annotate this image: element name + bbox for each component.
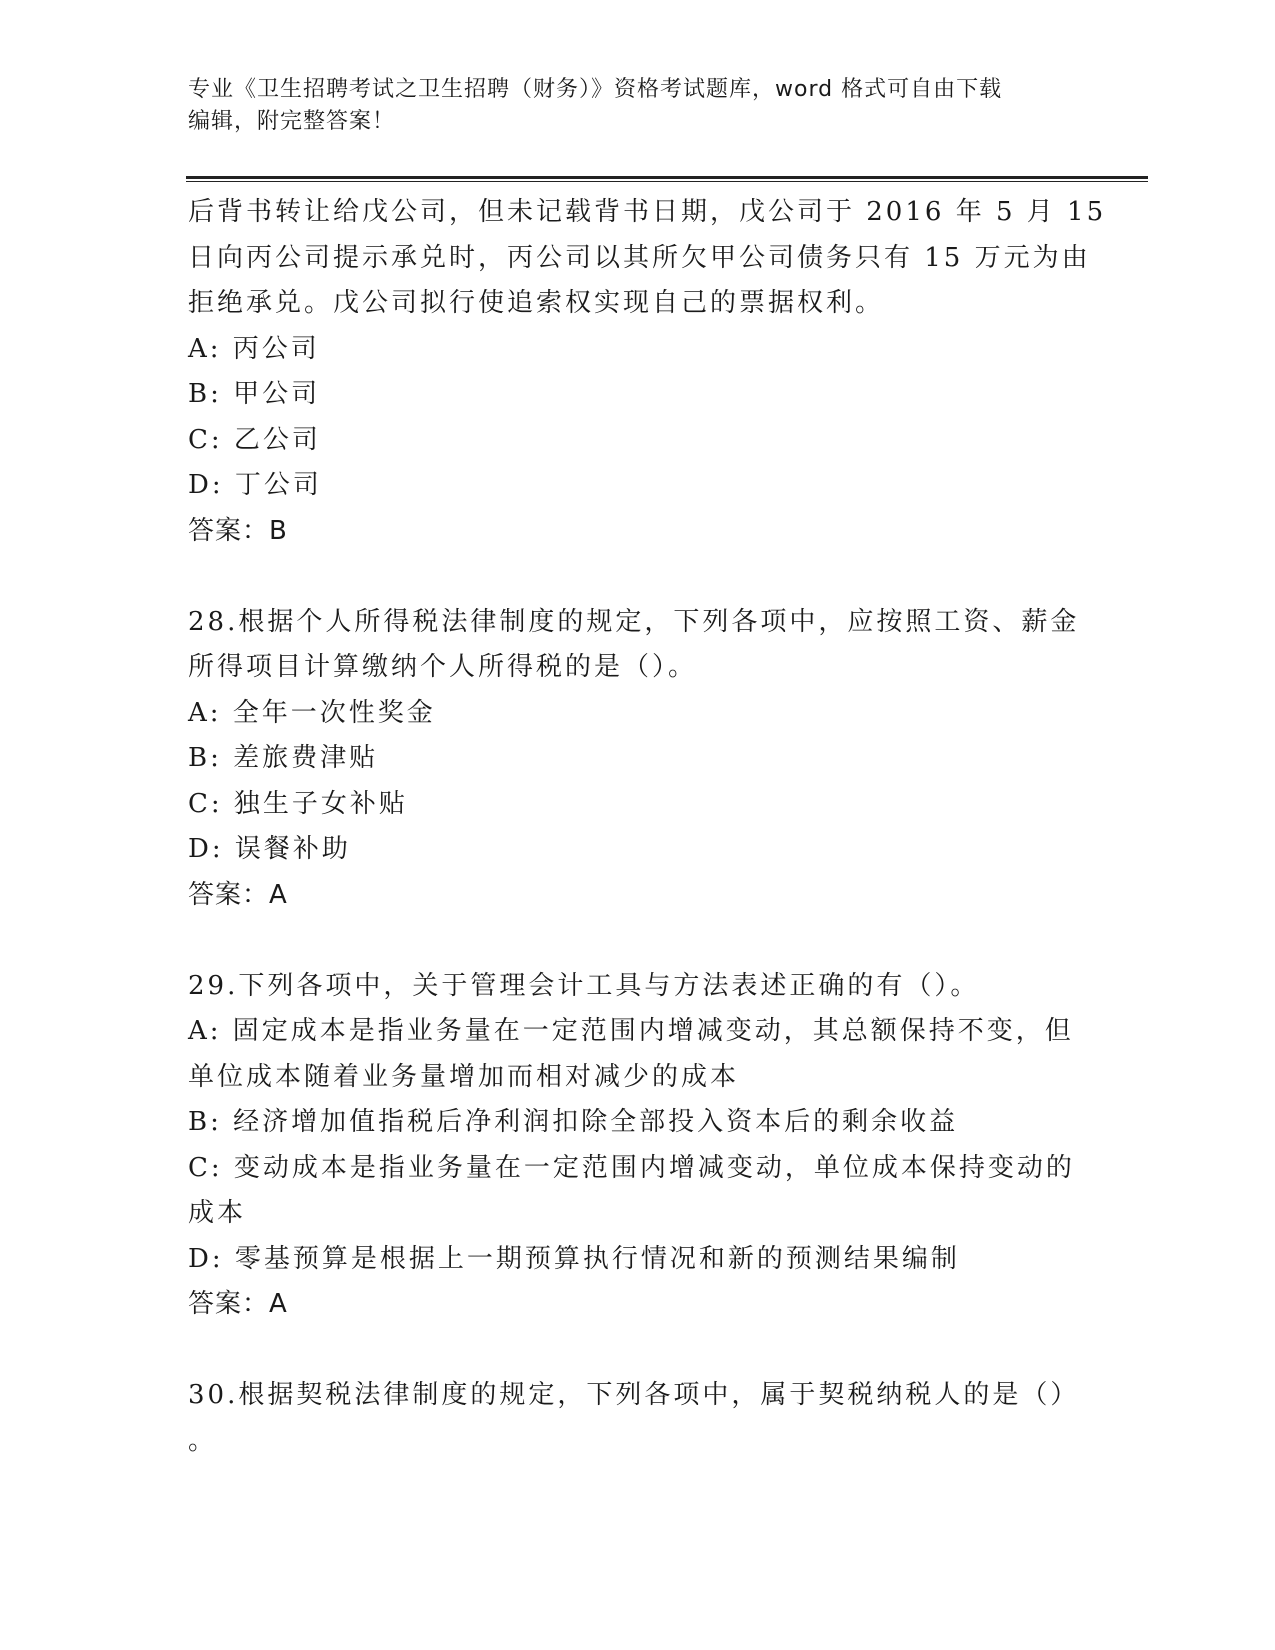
question-text-line: 后背书转让给戊公司，但未记载背书日期，戊公司于 2016 年 5 月 15: [188, 197, 1107, 227]
header-rule-thin: [186, 181, 1148, 182]
question-30: [188, 1373, 1088, 1464]
spacer: [188, 1328, 1088, 1374]
question-29: [188, 964, 1088, 1328]
question-text-line: 30.根据契税法律制度的规定，下列各项中，属于契税纳税人的是（）: [188, 1380, 1080, 1410]
option-d: D: 零基预算是根据上一期预算执行情况和新的预测结果编制: [188, 1243, 960, 1274]
option-c: C: 变动成本是指业务量在一定范围内增减变动，单位成本保持变动的: [188, 1152, 1075, 1183]
question-text-line: 日向丙公司提示承兑时，丙公司以其所欠甲公司债务只有 15 万元为由: [188, 242, 1091, 273]
option-b: B: 差旅费津贴: [188, 743, 379, 773]
option-d: D: 丁公司: [188, 470, 322, 500]
option-c: C: 独生子女补贴: [188, 788, 408, 819]
question-text-line: 29.下列各项中，关于管理会计工具与方法表述正确的有（）。: [188, 970, 980, 1001]
option-a: A: 丙公司: [188, 333, 320, 364]
option-c: C: 乙公司: [188, 424, 321, 455]
answer-line: 答案：A: [188, 879, 288, 910]
document-body: [188, 190, 1107, 1464]
option-b: B: 甲公司: [188, 379, 321, 409]
answer-line: 答案：B: [188, 515, 288, 546]
question-text-line: 拒绝承兑。戊公司拟行使追索权实现自己的票据权利。: [188, 288, 885, 318]
question-28: [188, 600, 1088, 919]
question-27: [188, 190, 1107, 554]
header-rule-thick: [186, 176, 1148, 179]
answer-line: 答案：A: [188, 1289, 288, 1319]
header-line-1: 专业《卫生招聘考试之卫生招聘（财务）》资格考试题库，word 格式可自由下载: [188, 77, 1003, 102]
option-d: D: 误餐补助: [188, 834, 351, 864]
question-text-line: 28.根据个人所得税法律制度的规定，下列各项中，应按照工资、薪金: [188, 606, 1080, 637]
option-a: A: 全年一次性奖金: [188, 697, 436, 728]
question-text-line: 。: [188, 1425, 218, 1456]
spacer: [188, 554, 1088, 600]
option-b: B: 经济增加值指税后净利润扣除全部投入资本后的剩余收益: [188, 1107, 959, 1137]
question-text-line: 所得项目计算缴纳个人所得税的是（）。: [188, 652, 698, 682]
option-a: A: 固定成本是指业务量在一定范围内增减变动，其总额保持不变，但: [188, 1016, 1074, 1046]
header-line-2: 编辑，附完整答案！: [188, 109, 396, 134]
spacer: [188, 918, 1088, 964]
option-c-continued: 成本: [188, 1198, 247, 1228]
document-header: [188, 74, 1068, 138]
option-a-continued: 单位成本随着业务量增加而相对减少的成本: [188, 1061, 740, 1092]
